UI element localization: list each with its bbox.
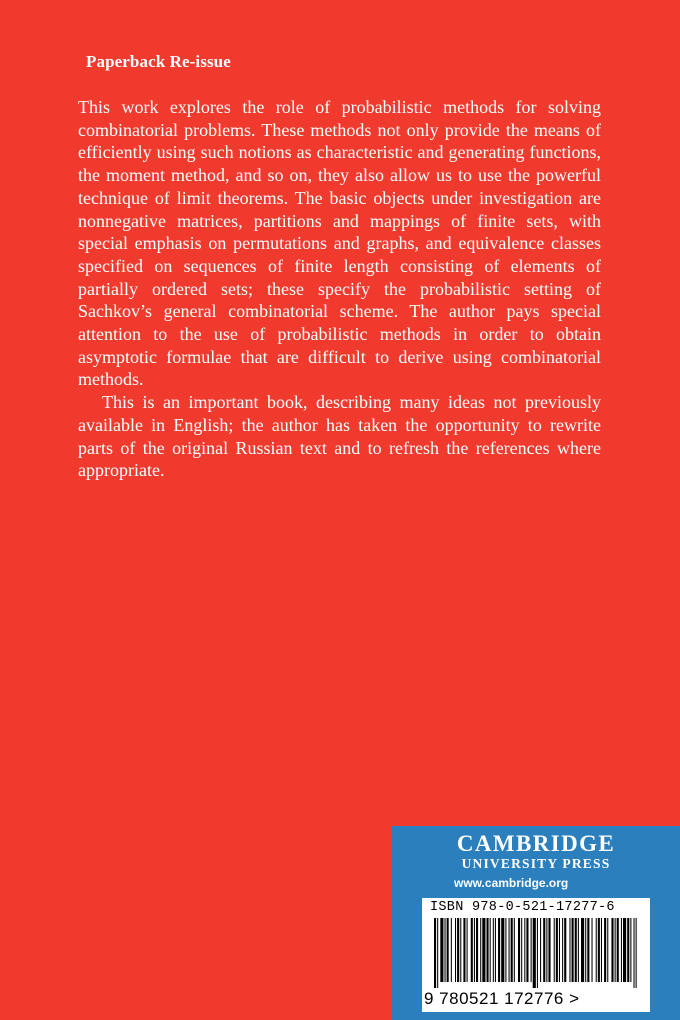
barcode-bar (581, 918, 584, 982)
barcode-bars (434, 918, 638, 988)
barcode-bar (562, 918, 563, 982)
barcode-bar (471, 918, 473, 982)
barcode-bar (495, 918, 496, 982)
blurb-paragraph-2: This is an important book, describing many ideas not previously available in English; the author has taken the opportunity to rewrite parts of the original Russian text and to refresh the references where appropriate. (78, 392, 601, 481)
barcode-bar (607, 918, 608, 982)
barcode-bar (490, 918, 491, 982)
barcode-bar (601, 918, 602, 982)
barcode-bar (505, 918, 506, 982)
barcode-bar (509, 918, 510, 982)
barcode-bar (617, 918, 619, 982)
barcode-bar (556, 918, 558, 982)
barcode-bar (598, 918, 600, 982)
ean-digits: 9 780521 172776 > (424, 989, 580, 1008)
publisher-url: www.cambridge.org (454, 876, 569, 890)
barcode-bar (546, 918, 547, 982)
barcode-bar (451, 918, 452, 982)
barcode-bar (467, 918, 468, 982)
barcode-bar (592, 918, 593, 982)
barcode-bar (630, 918, 631, 982)
barcode-bar (518, 918, 520, 982)
cover-heading: Paperback Re-issue (86, 52, 231, 71)
barcode-bar (480, 918, 481, 982)
barcode-bar (455, 918, 456, 982)
barcode-bar (476, 918, 478, 982)
barcode-box (422, 898, 650, 1012)
barcode-bar (511, 918, 513, 982)
barcode-bar (482, 918, 485, 982)
barcode-bar (604, 918, 606, 982)
barcode-bar (572, 918, 574, 982)
barcode-bar (463, 918, 465, 982)
barcode-bar (524, 918, 525, 982)
barcode-bar (437, 918, 438, 988)
barcode-bar (498, 918, 500, 982)
barcode-bar (540, 918, 541, 982)
barcode-bar (559, 918, 560, 982)
barcode-bar (621, 918, 622, 982)
barcode-bar (445, 918, 446, 982)
barcode-bar (514, 918, 515, 982)
barcode-bar (533, 918, 536, 988)
barcode-bar (447, 918, 449, 982)
barcode-bar (564, 918, 566, 982)
barcode-bar (493, 918, 494, 982)
barcode-bar (569, 918, 570, 982)
barcode-bar (531, 918, 532, 982)
barcode-bar (636, 918, 637, 988)
barcode-bar (537, 918, 538, 988)
publisher-panel (392, 826, 680, 1020)
barcode-bar (521, 918, 522, 982)
isbn-label: ISBN 978-0-521-17277-6 (430, 900, 615, 915)
barcode-bar (554, 918, 555, 982)
publisher-name: CAMBRIDGE (456, 831, 616, 856)
barcode-bar (526, 918, 528, 982)
blurb-paragraph-1: This work explores the role of probabilistic methods for solving combinatorial problems. These methods not only provide the means of efficiently using such notions as characteristic and generating functions, the moment method, and so on, they also allow us to use the powerful technique of limit theorems. The basic objects under investigation are nonnegative matrices, partitions and mappings of finite sets, with special emphasis on permutations and graphs, and equivalence classes specified on sequences of finite length consisting of elements of partially ordered sets; these specify the probabilistic setting of Sachkov’s general combinatorial scheme. The author pays special attention to the use of probabilistic methods in order to obtain asymptotic formulae that are difficult to derive using combinatorial methods. (78, 97, 601, 390)
barcode-bar (457, 918, 459, 982)
barcode-bar (634, 918, 635, 988)
barcode-bar (548, 918, 550, 982)
barcode-bar (440, 918, 443, 982)
barcode-bar (615, 918, 616, 982)
barcode-bar (623, 918, 626, 982)
barcode-bar (460, 918, 461, 982)
barcode-bar (627, 918, 629, 982)
barcode-bar (578, 918, 579, 982)
barcode-bar (585, 918, 586, 982)
barcode-bar (501, 918, 504, 982)
publisher-subtitle: UNIVERSITY PRESS (461, 856, 611, 871)
barcode-bar (611, 918, 613, 982)
barcode-bar (543, 918, 545, 982)
barcode-bar (575, 918, 577, 982)
barcode-bar (434, 918, 436, 988)
barcode-bar (474, 918, 475, 982)
barcode-bar (596, 918, 597, 982)
barcode-bar (587, 918, 589, 982)
barcode-bar (487, 918, 489, 982)
blurb-text (78, 96, 601, 482)
